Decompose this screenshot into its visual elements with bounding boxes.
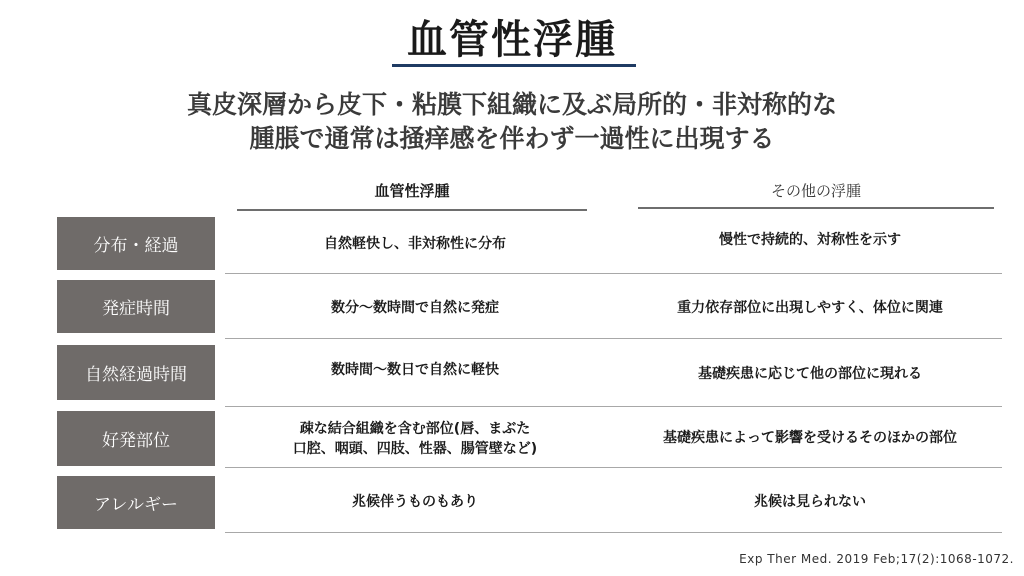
subtitle-line-1: 真皮深層から皮下・粘膜下組織に及ぶ局所的・非対称的な <box>186 90 837 119</box>
citation: Exp Ther Med. 2019 Feb;17(2):1068-1072. <box>739 552 1014 566</box>
cell-onset-time-angioedema: 数分～数時間で自然に発症 <box>331 300 499 316</box>
cell-predilection-site-angioedema <box>240 416 590 462</box>
row-separator <box>225 338 1002 339</box>
column-header-underline-right <box>638 207 994 209</box>
row-label-distribution: 分布・経過 <box>57 217 215 270</box>
row-separator <box>225 406 1002 407</box>
row-label-allergy: アレルギー <box>57 476 215 529</box>
title-underline <box>392 64 636 67</box>
row-label-onset-time: 発症時間 <box>57 280 215 333</box>
cell-allergy-other: 兆候は見られない <box>754 494 866 510</box>
column-header-angioedema: 血管性浮腫 <box>374 182 450 200</box>
row-separator <box>225 273 1002 274</box>
cell-text-line-2: 口腔、咽頭、四肢、性器、腸管壁など) <box>292 441 538 457</box>
cell-distribution-angioedema: 自然軽快し、非対称性に分布 <box>324 236 506 252</box>
cell-predilection-site-other: 基礎疾患によって影響を受けるそのほかの部位 <box>663 430 957 446</box>
row-label-predilection-site: 好発部位 <box>57 411 215 466</box>
cell-allergy-angioedema: 兆候伴うものもあり <box>352 494 478 510</box>
cell-text-line-1: 疎な結合組織を含む部位(唇、まぶた <box>299 421 531 437</box>
subtitle <box>0 88 1024 156</box>
column-header-other-edema: その他の浮腫 <box>770 182 861 200</box>
subtitle-line-2: 腫脹で通常は掻痒感を伴わず一過性に出現する <box>249 124 775 153</box>
cell-natural-course-angioedema: 数時間～数日で自然に軽快 <box>331 362 499 378</box>
cell-natural-course-other: 基礎疾患に応じて他の部位に現れる <box>698 366 922 382</box>
cell-onset-time-other: 重力依存部位に出現しやすく、体位に関連 <box>677 300 943 316</box>
row-separator <box>225 467 1002 468</box>
row-label-natural-course: 自然経過時間 <box>57 345 215 400</box>
column-header-underline-left <box>237 209 587 211</box>
cell-distribution-other: 慢性で持続的、対称性を示す <box>719 232 901 248</box>
row-separator <box>225 532 1002 533</box>
page-title: 血管性浮腫 <box>407 17 617 63</box>
